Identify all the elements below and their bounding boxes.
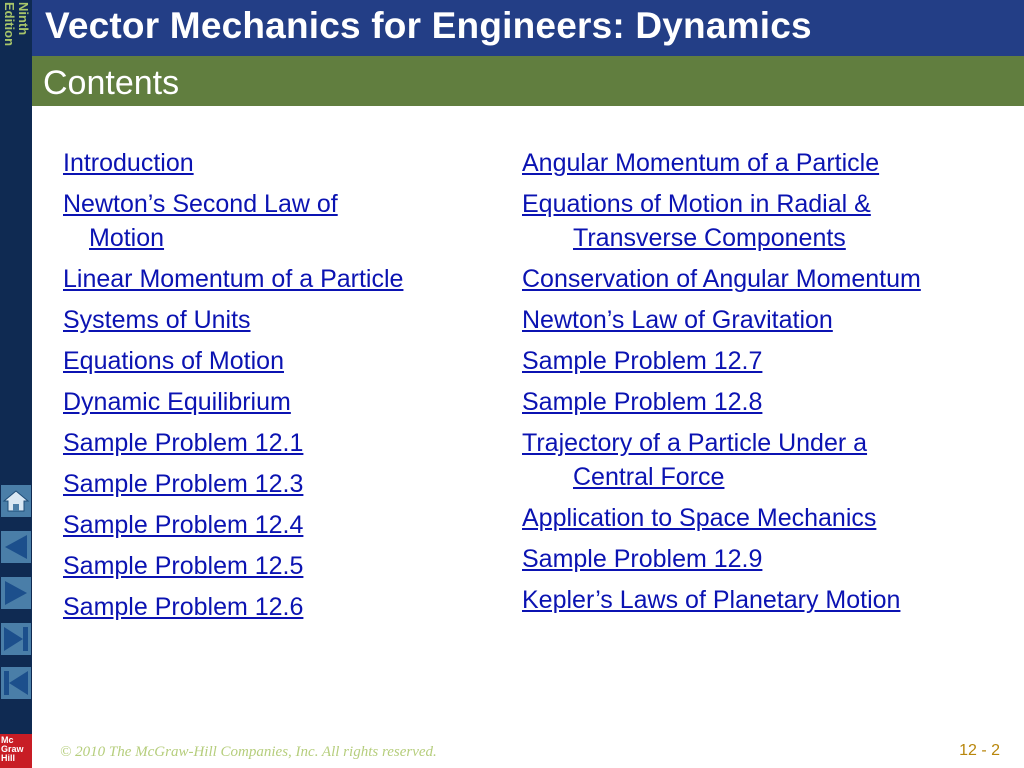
contents-right-column	[522, 146, 1002, 624]
first-icon	[1, 667, 31, 699]
contents-link[interactable]: Sample Problem 12.6	[63, 593, 304, 621]
header-bar	[32, 0, 1024, 57]
previous-button[interactable]	[0, 530, 32, 564]
edition-label: Ninth Edition	[2, 2, 31, 47]
contents-link[interactable]: Sample Problem 12.7	[522, 347, 763, 375]
contents-link[interactable]: Introduction	[63, 149, 194, 177]
section-title: Contents	[43, 64, 180, 102]
next-button[interactable]	[0, 576, 32, 610]
contents-link[interactable]	[63, 187, 483, 255]
first-button[interactable]	[0, 666, 32, 700]
next-icon	[1, 577, 31, 609]
contents-link-line: Transverse Components	[573, 224, 846, 252]
contents-link-line: Motion	[89, 224, 165, 252]
contents-left-column	[63, 146, 483, 631]
subheader-bar	[32, 56, 1024, 106]
contents-link[interactable]: Angular Momentum of a Particle	[522, 149, 880, 177]
previous-icon	[1, 531, 31, 563]
contents-link[interactable]: Sample Problem 12.1	[63, 429, 304, 457]
contents-link-line: Trajectory of a Particle Under a	[522, 429, 868, 457]
contents-link-line: Newton’s Second Law of	[63, 190, 338, 218]
contents-link[interactable]: Sample Problem 12.5	[63, 552, 304, 580]
mcgraw-hill-logo: Mc Graw Hill	[0, 734, 32, 768]
last-button[interactable]	[0, 622, 32, 656]
contents-link[interactable]: Sample Problem 12.3	[63, 470, 304, 498]
contents-link[interactable]	[522, 426, 1002, 494]
page-number: 12 - 2	[959, 742, 1000, 759]
contents-link[interactable]: Dynamic Equilibrium	[63, 388, 291, 416]
contents-link-line: Equations of Motion in Radial &	[522, 190, 871, 218]
contents-link[interactable]	[522, 187, 1002, 255]
edition-badge	[0, 0, 32, 120]
contents-link[interactable]: Sample Problem 12.8	[522, 388, 763, 416]
contents-link[interactable]: Application to Space Mechanics	[522, 504, 877, 532]
contents-link[interactable]: Sample Problem 12.4	[63, 511, 304, 539]
contents-link[interactable]: Linear Momentum of a Particle	[63, 265, 404, 293]
contents-link[interactable]: Equations of Motion	[63, 347, 284, 375]
last-icon	[1, 623, 31, 655]
contents-link[interactable]: Kepler’s Laws of Planetary Motion	[522, 586, 901, 614]
home-icon	[1, 485, 31, 517]
contents-link[interactable]: Systems of Units	[63, 306, 251, 334]
sidebar	[0, 0, 32, 768]
page-title: Vector Mechanics for Engineers: Dynamics	[45, 5, 812, 46]
contents-link[interactable]: Conservation of Angular Momentum	[522, 265, 921, 293]
copyright-notice: © 2010 The McGraw-Hill Companies, Inc. All rights reserved.	[60, 744, 437, 760]
contents-link[interactable]: Newton’s Law of Gravitation	[522, 306, 833, 334]
contents-link-line: Central Force	[573, 463, 725, 491]
home-button[interactable]	[0, 484, 32, 518]
contents-link[interactable]: Sample Problem 12.9	[522, 545, 763, 573]
